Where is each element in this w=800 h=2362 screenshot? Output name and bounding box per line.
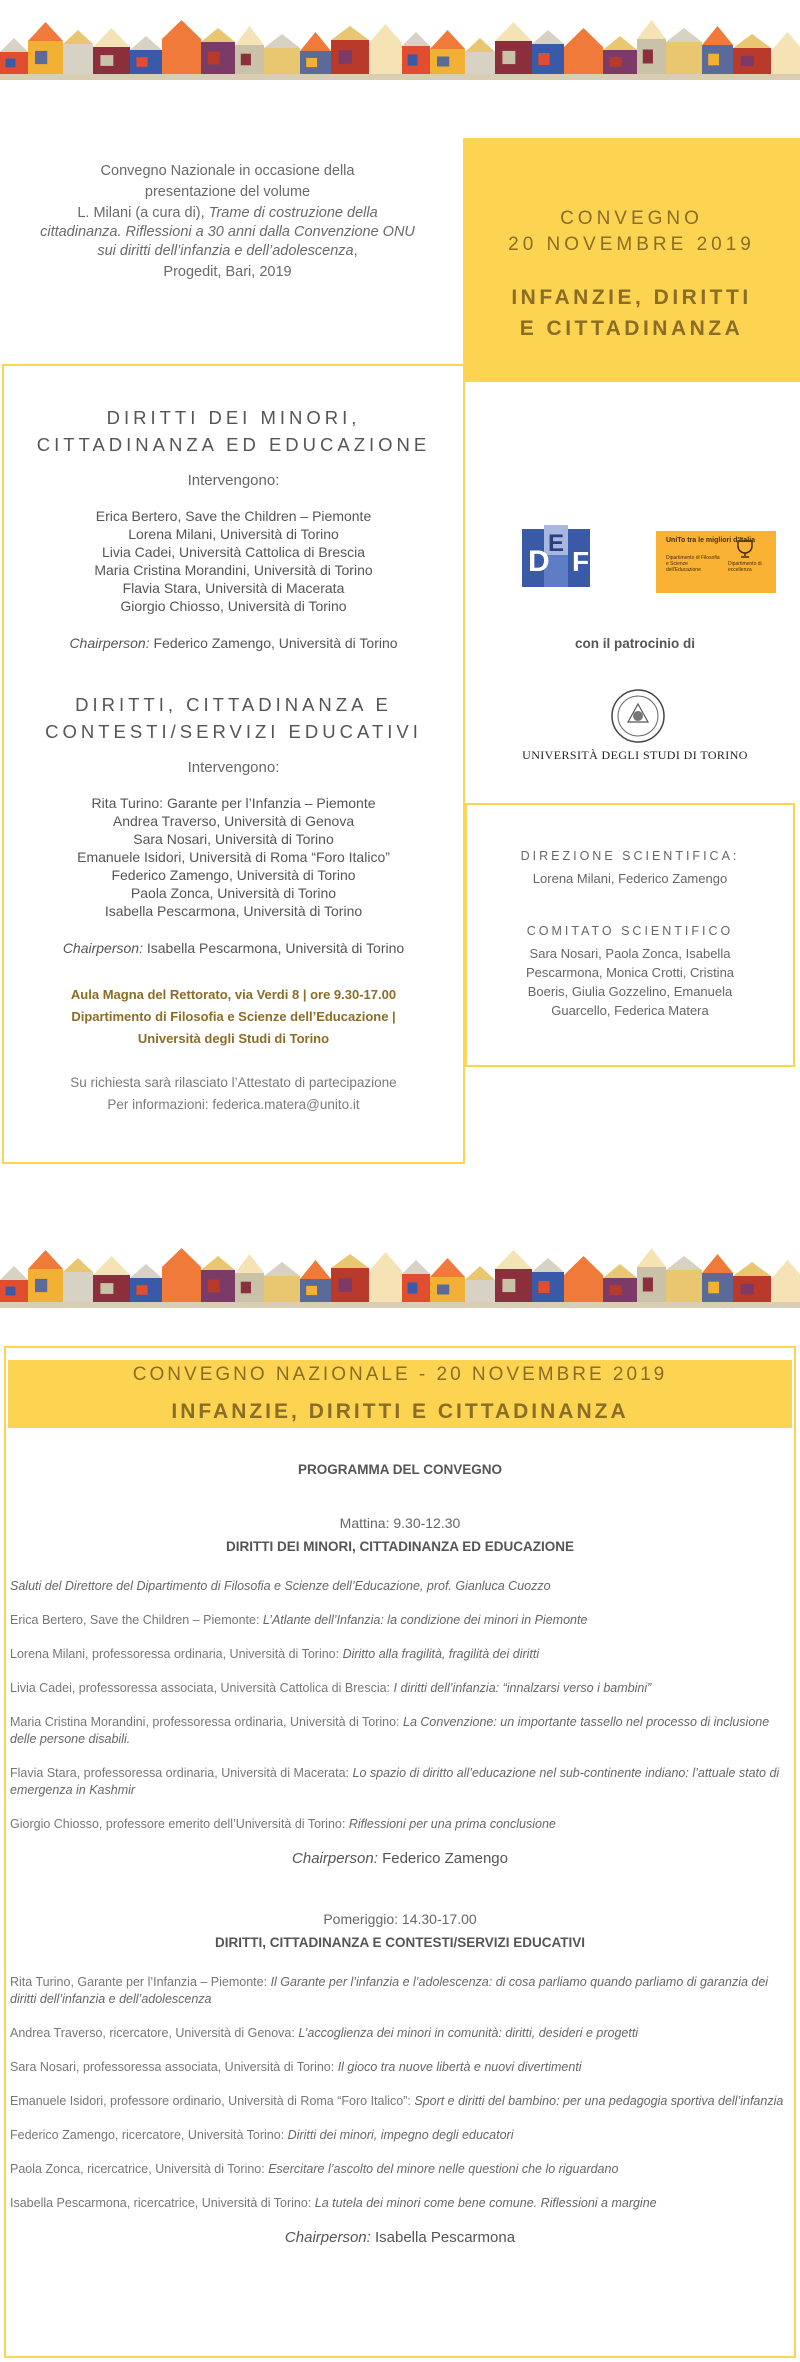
house-roof xyxy=(771,32,800,51)
house-roof xyxy=(402,1260,430,1274)
houses-pattern xyxy=(0,1238,800,1308)
house-window xyxy=(136,1285,147,1295)
afternoon-chair: Chairperson: Isabella Pescarmona xyxy=(284,2229,516,2246)
program-header-date: CONVEGNO NAZIONALE - 20 NOVEMBRE 2019 xyxy=(132,1364,668,1385)
house-roof xyxy=(369,24,402,43)
house-window xyxy=(35,1279,47,1292)
house-window xyxy=(376,52,388,64)
house-roof xyxy=(235,1254,264,1273)
book-title: Trame di costruzione della cittadinanza. Riflessioni a 30 anni dalla Convenzione ONU sui diritti dell’infanzia e dell’adolescenza xyxy=(40,205,415,259)
house-window xyxy=(471,1287,482,1296)
house-roof xyxy=(300,1260,331,1279)
university-seal-icon xyxy=(610,688,666,744)
intro-line1: Convegno Nazionale in occasione della xyxy=(100,163,355,179)
house-roof xyxy=(532,1258,564,1272)
house-roof xyxy=(28,22,63,41)
hero-title: INFANZIE, DIRITTI E CITTADINANZA xyxy=(511,286,752,340)
house-window xyxy=(643,50,653,64)
house-window xyxy=(376,1280,388,1292)
house-window xyxy=(6,59,16,68)
house-window xyxy=(136,57,147,67)
house-window xyxy=(69,1281,80,1293)
svg-text:E: E xyxy=(548,530,565,557)
morning-title: DIRITTI DEI MINORI, CITTADINANZA ED EDUCAZIONE xyxy=(226,1539,574,1554)
notes xyxy=(4,1072,463,1116)
direzione-label: DIREZIONE SCIENTIFICA: xyxy=(520,849,740,863)
house-roof xyxy=(702,26,733,45)
svg-text:D: D xyxy=(528,545,550,578)
university-name: UNIVERSITÀ DEGLI STUDI DI TORINO xyxy=(522,748,748,762)
house-roof xyxy=(637,20,666,39)
house-window xyxy=(339,50,352,64)
house-window xyxy=(741,1284,754,1294)
house-window xyxy=(306,58,317,67)
house-roof xyxy=(331,1254,369,1268)
house-roof xyxy=(264,34,300,48)
house-roof xyxy=(300,32,331,51)
house-window xyxy=(241,1282,251,1294)
house-window xyxy=(339,1278,352,1292)
book-editor: L. Milani (a cura di), xyxy=(77,205,209,221)
house-window xyxy=(69,53,80,65)
intro-text xyxy=(40,162,415,284)
hero-convegno: CONVEGNO 20 NOVEMBRE 2019 xyxy=(463,206,800,258)
session1-chair: Chairperson: Federico Zamengo, Università di Torino xyxy=(69,635,398,651)
house-roof xyxy=(162,1248,201,1267)
talk-item: Erica Bertero, Save the Children – Piemonte: L’Atlante dell’Infanzia: la condizione dei minori in Piemonte xyxy=(10,1613,588,1627)
house-window xyxy=(708,1282,719,1294)
house-roof xyxy=(93,28,130,47)
morning-chair: Chairperson: Federico Zamengo xyxy=(292,1850,508,1867)
hero-title-block xyxy=(463,138,800,382)
house-roof xyxy=(702,1254,733,1273)
house-roof xyxy=(430,1258,465,1277)
speaker-item: Flavia Stara, Università di Macerata xyxy=(122,580,345,596)
house-roof xyxy=(130,36,162,50)
house-roof xyxy=(264,1262,300,1276)
house-window xyxy=(610,1285,622,1295)
attestato-note: Su richiesta sarà rilasciato l’Attestato di partecipazione xyxy=(70,1075,397,1090)
house-window xyxy=(35,51,47,64)
house-window xyxy=(741,56,754,66)
house-window xyxy=(502,51,515,64)
house-window xyxy=(408,1282,418,1293)
house-window xyxy=(6,1287,16,1296)
house-window xyxy=(208,1280,220,1293)
decorative-houses-banner xyxy=(0,0,800,80)
svg-text:F: F xyxy=(572,546,590,577)
house-window xyxy=(170,50,184,64)
program-header xyxy=(8,1360,792,1428)
book-reference: L. Milani (a cura di), Trame di costruzione della cittadinanza. Riflessioni a 30 anni dalla Convenzione ONU sui diritti dell’infanzia e dell’adolescenza, xyxy=(40,205,415,259)
house-window xyxy=(408,54,418,65)
house-window xyxy=(471,59,482,68)
talk-item: Flavia Stara, professoressa ordinaria, Università di Macerata: Lo spazio di diritto all’educazione nel sub-continente indiano: l’attuale stato di emergenza in Kashmir xyxy=(10,1766,780,1797)
talk-item: Federico Zamengo, ricercatore, Università Torino: Diritti dei minori, impegno degli educatori xyxy=(10,2128,514,2142)
house-window xyxy=(538,53,549,65)
decorative-houses-banner-bottom xyxy=(0,1238,800,1308)
speaker-item: Sara Nosari, Università di Torino xyxy=(133,831,334,847)
house-window xyxy=(572,1283,586,1294)
house-roof xyxy=(0,38,28,52)
house-roof xyxy=(201,28,235,42)
direzione-names: Lorena Milani, Federico Zamengo xyxy=(532,871,728,886)
morning-time: Mattina: 9.30-12.30 xyxy=(339,1515,461,1531)
talk-item: Maria Cristina Morandini, professoressa ordinaria, Università di Torino: La Convenzione: un importante tassello nel processo di inclusione delle persone disabili. xyxy=(10,1715,770,1746)
house-window xyxy=(538,1281,549,1293)
house-window xyxy=(778,58,790,67)
talk-item: Emanuele Isidori, professore ordinario, Università di Roma “Foro Italico”: Sport e diritti del bambino: per una pedagogia sportiva dell’infanzia xyxy=(10,2094,784,2108)
house-window xyxy=(643,1278,653,1292)
house-roof xyxy=(603,36,637,50)
comitato-label: COMITATO SCIENTIFICO xyxy=(526,924,734,938)
hero-date: 20 NOVEMBRE 2019 xyxy=(508,234,755,255)
house-window xyxy=(271,56,284,66)
session1-title: DIRITTI DEI MINORI, CITTADINANZA ED EDUCAZIONE xyxy=(36,407,431,455)
comitato-names: Sara Nosari, Paola Zonca, Isabella Pescarmona, Monica Crotti, Cristina Boeris, Giulia Gozzelino, Emanuela Guarcello, Federica Matera xyxy=(525,946,735,1018)
house-roof xyxy=(564,28,603,47)
patrocinio-label: con il patrocinio di xyxy=(574,636,695,651)
house-window xyxy=(673,1280,686,1293)
info-email[interactable]: Per informazioni: federica.matera@unito.it xyxy=(107,1097,360,1112)
speaker-item: Maria Cristina Morandini, Università di Torino xyxy=(94,562,373,578)
partner-logos xyxy=(520,525,780,595)
talk-item: Sara Nosari, professoressa associata, Università di Torino: Il gioco tra nuove libertà e nuovi divertimenti xyxy=(10,2060,582,2074)
house-roof xyxy=(369,1252,402,1271)
house-roof xyxy=(603,1264,637,1278)
talk-item: Isabella Pescarmona, ricercatrice, Università di Torino: La tutela dei minori come bene comune. Riflessioni a margine xyxy=(10,2196,657,2210)
house-window xyxy=(241,54,251,66)
house-roof xyxy=(733,34,771,48)
house-roof xyxy=(465,1266,495,1280)
house-window xyxy=(572,55,586,66)
house-roof xyxy=(93,1256,130,1275)
banner-ground xyxy=(0,74,800,80)
def-department-logo xyxy=(520,525,592,591)
speaker-item: Giorgio Chiosso, Università di Torino xyxy=(120,598,347,614)
house-window xyxy=(708,54,719,66)
committee-panel xyxy=(465,803,795,1067)
afternoon-talks xyxy=(10,1974,790,2212)
house-roof xyxy=(495,1250,532,1269)
book-publisher: Progedit, Bari, 2019 xyxy=(163,264,292,280)
house-window xyxy=(306,1286,317,1295)
house-roof xyxy=(733,1262,771,1276)
banner-ground xyxy=(0,1302,800,1308)
venue-info: Aula Magna del Rettorato, via Verdi 8 | ore 9.30-17.00 Dipartimento di Filosofia e Scienze dell’Educazione | Università degli Studi di Torino xyxy=(70,987,397,1046)
program-body xyxy=(10,1462,790,2246)
house-roof xyxy=(402,32,430,46)
house-roof xyxy=(430,30,465,49)
house-roof xyxy=(63,1258,93,1272)
house-roof xyxy=(235,26,264,45)
speaker-item: Rita Turino: Garante per l’Infanzia – Piemonte xyxy=(91,795,376,811)
speaker-item: Livia Cadei, Università Cattolica di Brescia xyxy=(102,544,365,560)
program-header-title: INFANZIE, DIRITTI E CITTADINANZA xyxy=(171,1400,629,1423)
house-roof xyxy=(130,1264,162,1278)
talk-item: Saluti del Direttore del Dipartimento di Filosofia e Scienze dell’Educazione, prof. Gianluca Cuozzo xyxy=(10,1579,551,1593)
talk-item: Giorgio Chiosso, professore emerito dell’Università di Torino: Riflessioni per una prima conclusione xyxy=(10,1817,556,1831)
house-roof xyxy=(28,1250,63,1269)
house-roof xyxy=(495,22,532,41)
talk-item: Lorena Milani, professoressa ordinaria, Università di Torino: Diritto alla fragilità, fragilità dei diritti xyxy=(10,1647,540,1661)
speaker-item: Paola Zonca, Università di Torino xyxy=(130,885,337,901)
talk-item: Rita Turino, Garante per l’Infanzia – Piemonte: Il Garante per l’infanzia e l’adolescenza: di cosa parliamo quando parliamo di garanzia dei diritti dell’infanzia e dell’adolescenza xyxy=(10,1975,769,2006)
speaker-item: Federico Zamengo, Università di Torino xyxy=(111,867,356,883)
speaker-item: Erica Bertero, Save the Children – Piemonte xyxy=(95,508,372,524)
afternoon-time: Pomeriggio: 14.30-17.00 xyxy=(323,1911,477,1927)
house-window xyxy=(437,57,449,67)
speaker-item: Andrea Traverso, Università di Genova xyxy=(112,813,355,829)
program-title: PROGRAMMA DEL CONVEGNO xyxy=(297,1462,502,1477)
session1-speakers xyxy=(4,507,463,615)
talk-item: Andrea Traverso, ricercatore, Università di Genova: L’accoglienza dei minori in comunità: diritti, desideri e progetti xyxy=(10,2026,639,2040)
session2-title: DIRITTI, CITTADINANZA E CONTESTI/SERVIZI EDUCATIVI xyxy=(45,694,422,742)
house-roof xyxy=(637,1248,666,1267)
house-roof xyxy=(564,1256,603,1275)
session2-speakers xyxy=(4,794,463,920)
house-roof xyxy=(0,1266,28,1280)
session2-intervengono: Intervengono: xyxy=(187,759,280,776)
house-window xyxy=(437,1285,449,1295)
intro-line2: presentazione del volume xyxy=(144,184,311,200)
talk-item: Paola Zonca, ricercatrice, Università di Torino: Esercitare l’ascolto del minore nelle questioni che lo riguardano xyxy=(10,2162,619,2176)
houses-pattern xyxy=(0,0,800,80)
session2-chair: Chairperson: Isabella Pescarmona, Università di Torino xyxy=(62,940,405,956)
house-roof xyxy=(465,38,495,52)
house-roof xyxy=(63,30,93,44)
house-window xyxy=(502,1279,515,1292)
house-window xyxy=(271,1284,284,1294)
unito-excellence-badge: UniTo tra le migliori d'Italia Dipartimento di Filosofia e Scienze dell'Educazione Dipartimento di eccellenza xyxy=(656,531,776,593)
house-window xyxy=(610,57,622,67)
trophy-icon xyxy=(734,539,756,559)
speaker-item: Emanuele Isidori, Università di Roma “Foro Italico” xyxy=(77,849,390,865)
talk-item: Livia Cadei, professoressa associata, Università Cattolica di Brescia: I diritti dell’infanzia: “innalzarsi verso i bambini” xyxy=(10,1681,652,1695)
morning-talks xyxy=(10,1578,790,1833)
afternoon-title: DIRITTI, CITTADINANZA E CONTESTI/SERVIZI EDUCATIVI xyxy=(214,1935,585,1950)
house-roof xyxy=(201,1256,235,1270)
house-window xyxy=(100,55,113,66)
sessions-panel xyxy=(2,364,465,1164)
house-roof xyxy=(331,26,369,40)
house-window xyxy=(208,52,220,65)
house-window xyxy=(170,1278,184,1292)
house-roof xyxy=(162,20,201,39)
house-roof xyxy=(771,1260,800,1279)
house-window xyxy=(100,1283,113,1294)
house-window xyxy=(778,1286,790,1295)
speaker-item: Lorena Milani, Università di Torino xyxy=(128,526,339,542)
house-roof xyxy=(532,30,564,44)
house-window xyxy=(673,52,686,65)
speaker-item: Isabella Pescarmona, Università di Torino xyxy=(104,903,363,919)
session1-intervengono: Intervengono: xyxy=(187,472,280,489)
house-roof xyxy=(666,1256,702,1270)
house-roof xyxy=(666,28,702,42)
